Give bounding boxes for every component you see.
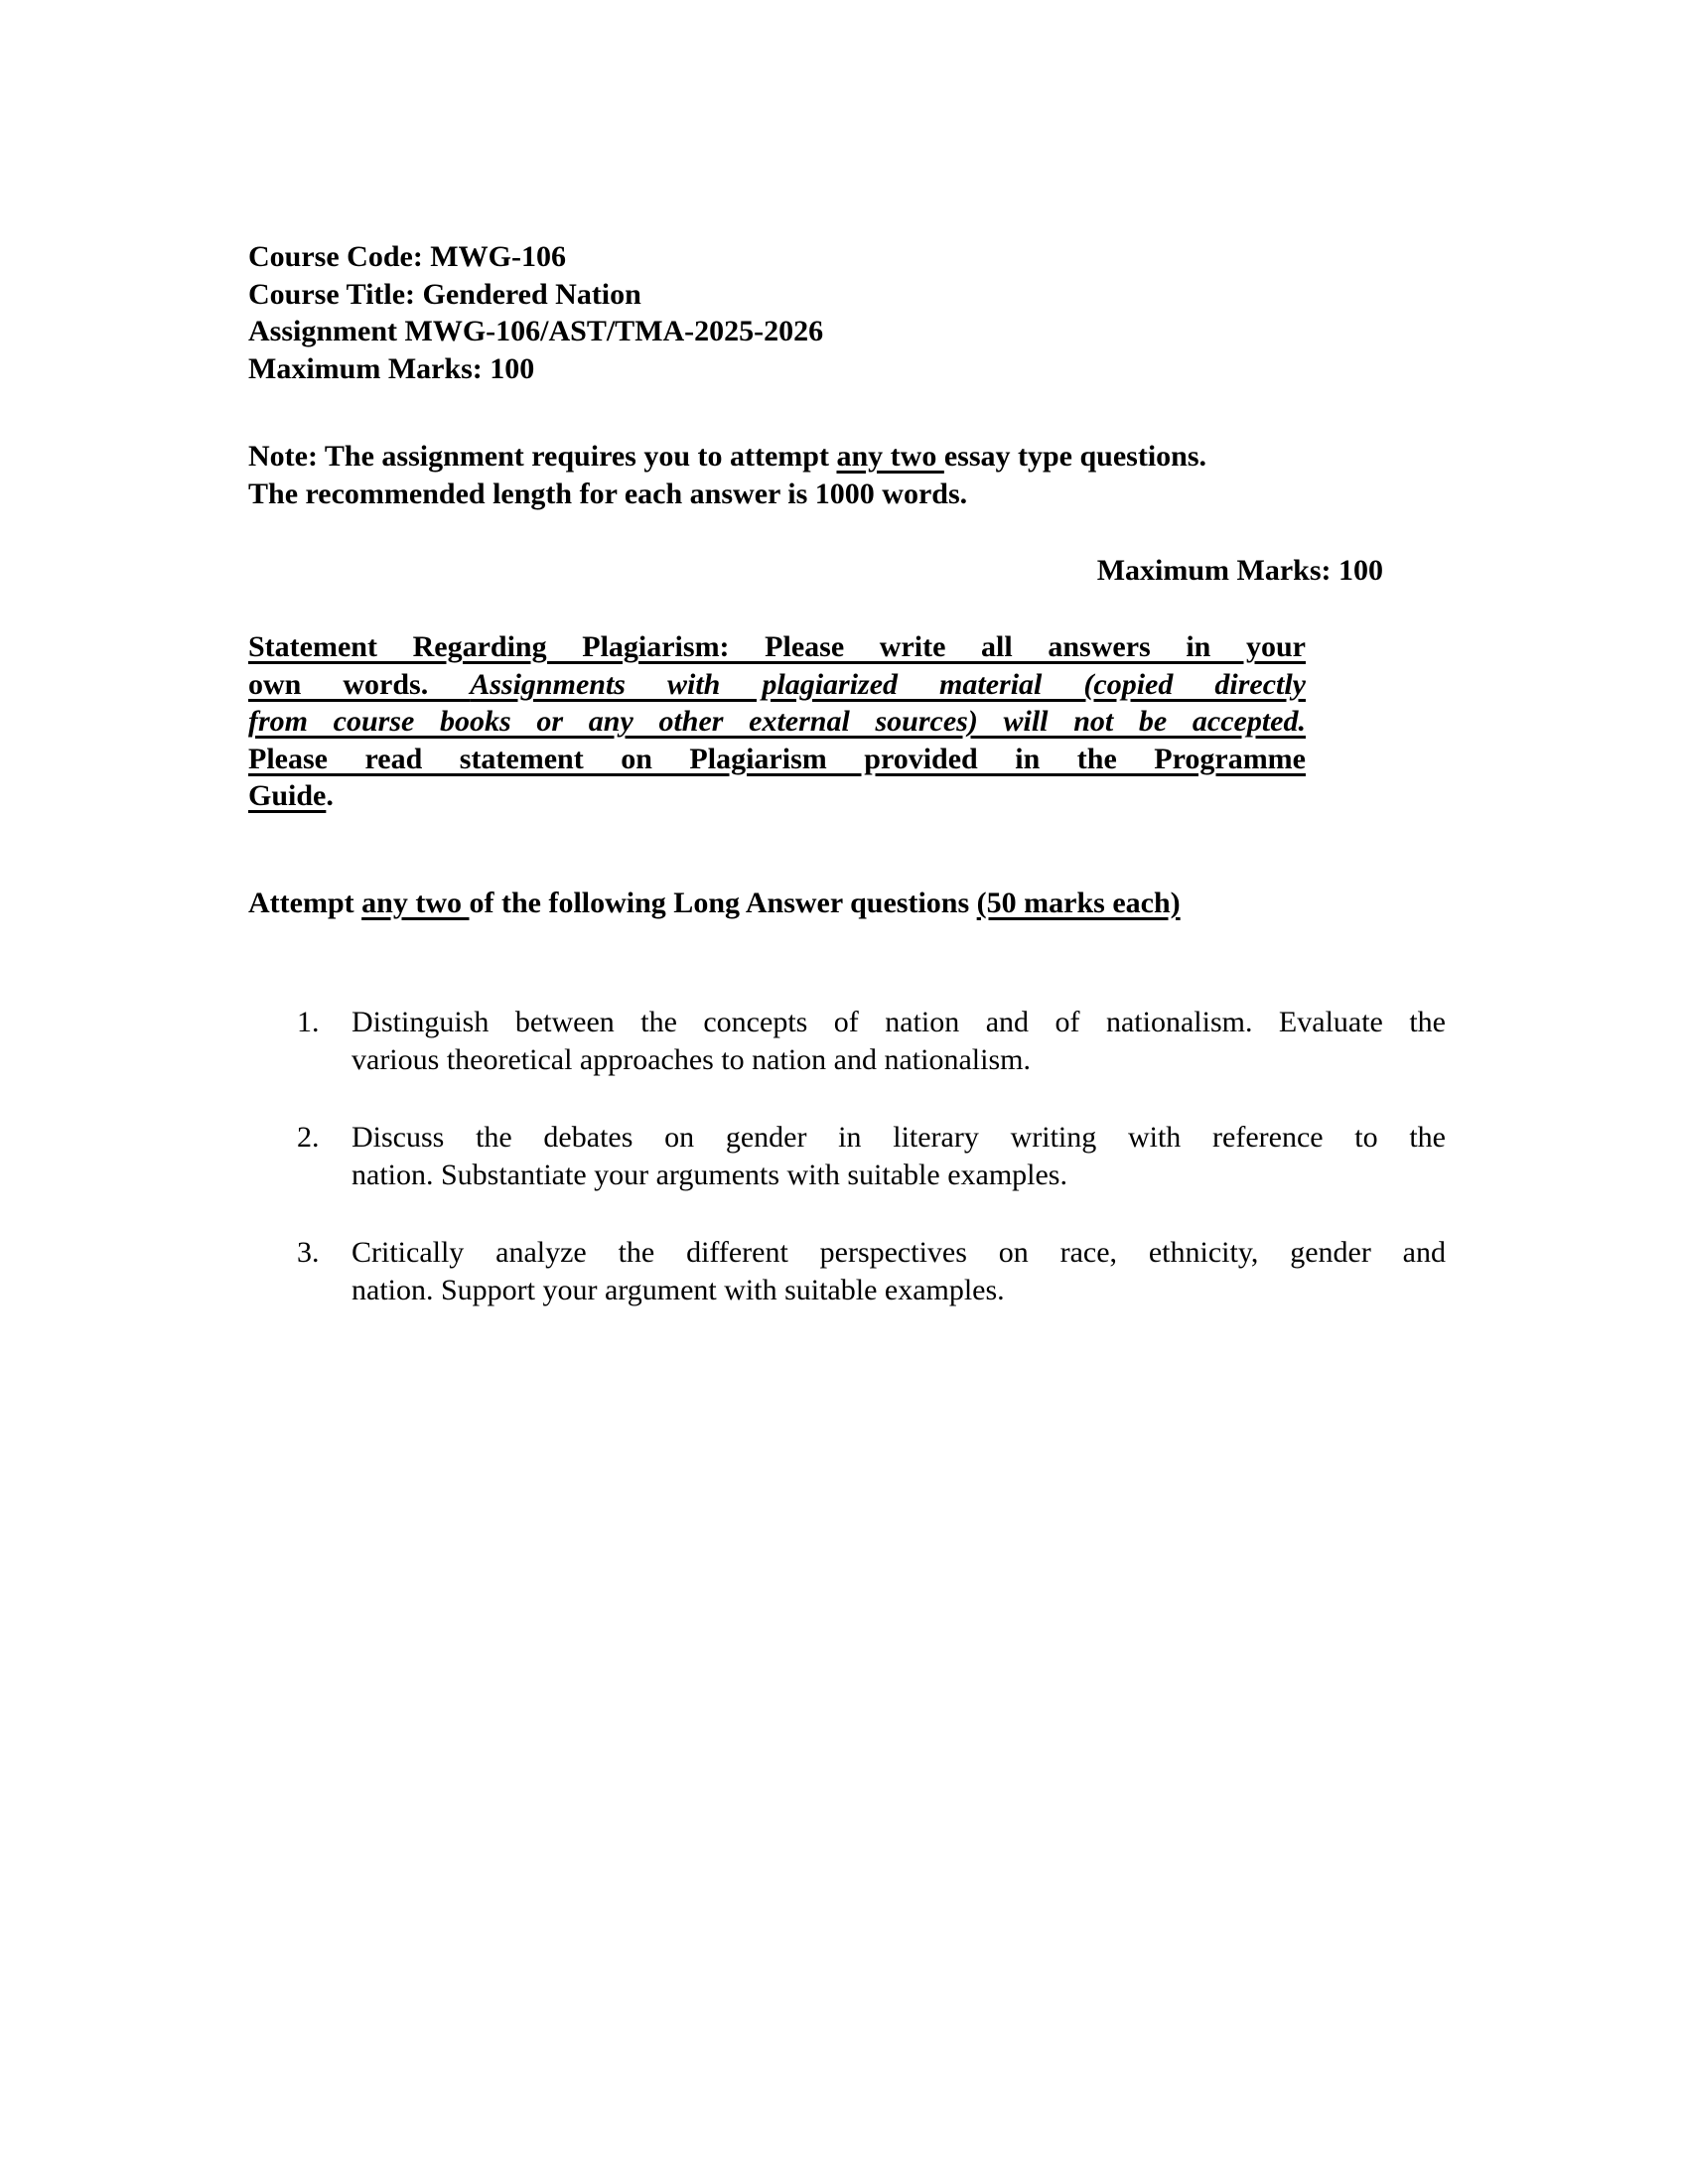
- note-paragraph: [248, 438, 1430, 512]
- assignment-code-line: Assignment MWG-106/AST/TMA-2025-2026: [248, 315, 824, 347]
- plagiarism-line2-regular: own words.: [248, 667, 471, 701]
- question-3-line-1: Critically analyze the different perspectives on race, ethnicity, gender and: [352, 1236, 1446, 1269]
- question-1-line-2: various theoretical approaches to nation and nationalism.: [352, 1042, 1031, 1076]
- attempt-heading: [248, 885, 1450, 922]
- question-item-3: [297, 1234, 1446, 1308]
- course-title-line: Course Title: Gendered Nation: [248, 277, 641, 311]
- question-3-number: 3.: [297, 1236, 320, 1269]
- plagiarism-line2-italic: Assignments with plagiarized material (copied directly: [470, 667, 1306, 701]
- question-3-line-2: nation. Support your argument with suitable examples.: [352, 1273, 1005, 1306]
- plagiarism-line-5: [248, 777, 1306, 815]
- assignment-header: [248, 238, 1440, 387]
- note-text-pre: Note: The assignment requires you to attempt: [248, 440, 837, 473]
- question-2-number: 2.: [297, 1121, 320, 1154]
- attempt-pre: Attempt: [248, 887, 362, 919]
- attempt-mid: of the following Long Answer questions: [469, 887, 977, 919]
- plagiarism-guide-word: Guide: [248, 779, 327, 812]
- note-text-post: essay type questions.: [943, 440, 1207, 473]
- attempt-marks-underlined: (50 marks each): [976, 887, 1181, 919]
- note-line2: The recommended length for each answer is 1000 words.: [248, 477, 968, 510]
- maximum-marks-right: Maximum Marks: 100: [1096, 554, 1383, 587]
- question-2-line-1: Discuss the debates on gender in literary writing with reference to the: [352, 1121, 1446, 1154]
- attempt-any-two-underlined: any two: [361, 887, 470, 919]
- course-code-line: Course Code: MWG-106: [248, 240, 566, 273]
- plagiarism-line-4: Please read statement on Plagiarism provided in the Programme: [248, 742, 1306, 775]
- plagiarism-statement: [248, 628, 1306, 815]
- question-1-number: 1.: [297, 1006, 320, 1038]
- plagiarism-line-3: from course books or any other external sources) will not be accepted.: [248, 705, 1306, 738]
- plagiarism-line-1: Statement Regarding Plagiarism: Please write all answers in your: [248, 630, 1306, 663]
- question-item-2: [297, 1119, 1446, 1193]
- note-any-two-underlined: any two: [836, 440, 944, 473]
- question-item-1: [297, 1004, 1446, 1078]
- plagiarism-final-period: .: [326, 779, 334, 812]
- question-1-line-1: Distinguish between the concepts of nation and of nationalism. Evaluate the: [352, 1006, 1446, 1038]
- maximum-marks-line: Maximum Marks: 100: [248, 351, 535, 385]
- plagiarism-line-2: [248, 666, 1306, 704]
- question-2-line-2: nation. Substantiate your arguments with suitable examples.: [352, 1158, 1067, 1191]
